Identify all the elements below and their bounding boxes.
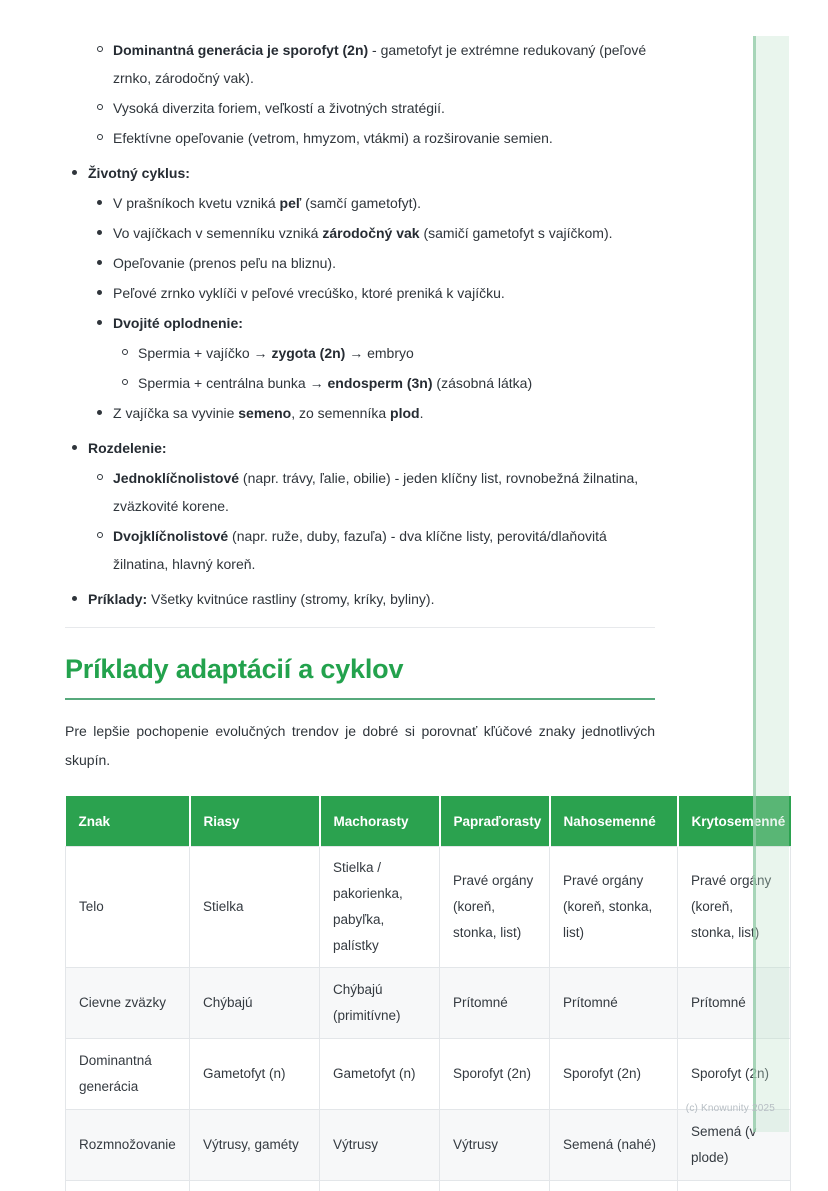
table-cell: Sporofyt (2n) bbox=[440, 1039, 550, 1110]
list-item-text: plod bbox=[390, 405, 420, 421]
section-title: Príklady adaptácií a cyklov bbox=[65, 654, 655, 700]
table-cell bbox=[190, 1181, 320, 1191]
list-item-text: Efektívne opeľovanie (vetrom, hmyzom, vtákmi) a rozširovanie semien. bbox=[113, 130, 553, 146]
table-cell: Prítomné bbox=[678, 968, 791, 1039]
table-cell: Prítomné bbox=[550, 968, 678, 1039]
list-item-text: Dvojité oplodnenie: bbox=[113, 315, 243, 331]
list-item-text: Vysoká diverzita foriem, veľkostí a životných stratégií. bbox=[113, 100, 445, 116]
comparison-table bbox=[65, 796, 791, 1191]
table-row bbox=[66, 968, 791, 1039]
table-cell: Prítomné bbox=[440, 968, 550, 1039]
list-item-text: Dominantná generácia je sporofyt (2n) bbox=[113, 42, 368, 58]
table-row bbox=[66, 1110, 791, 1181]
table-cell: Chýbajú bbox=[190, 968, 320, 1039]
table-header-cell: Machorasty bbox=[320, 796, 440, 847]
list-item-text: Životný cyklus: bbox=[88, 165, 190, 181]
bullet-icon bbox=[97, 290, 102, 295]
list-item-text: (samičí gametofyt s vajíčkom). bbox=[420, 225, 613, 241]
list-item-text: Spermia + vajíčko → bbox=[138, 345, 271, 361]
bullet-icon bbox=[72, 445, 77, 450]
list-item-text: zygota (2n) bbox=[271, 345, 345, 361]
list-item-text: (napr. trávy, ľalie, obilie) - jeden klíčny list, rovnobežná žilnatina, zväzkovité korene. bbox=[113, 470, 638, 514]
table-cell bbox=[678, 1181, 791, 1191]
table-header-cell: Nahosemenné bbox=[550, 796, 678, 847]
list-item-text: (zásobná látka) bbox=[433, 375, 533, 391]
watermark-text: (c) Knowunity 2025 bbox=[686, 1103, 775, 1114]
list-item-text: (samčí gametofyt). bbox=[301, 195, 421, 211]
list-item-text: Z vajíčka sa vyvinie bbox=[113, 405, 238, 421]
list-item-text: - gametofyt je extrémne redukovaný (peľové zrnko, zárodočný vak). bbox=[113, 42, 646, 86]
list-item bbox=[65, 309, 655, 337]
table-cell: Výtrusy bbox=[320, 1110, 440, 1181]
list-item bbox=[65, 94, 655, 122]
table-cell: Výtrusy, gaméty bbox=[190, 1110, 320, 1181]
table-row-clipped bbox=[66, 1181, 791, 1191]
table-cell: Stielka / pakorienka, pabyľka, palístky bbox=[320, 847, 440, 968]
list-item-text: Všetky kvitnúce rastliny (stromy, kríky, byliny). bbox=[147, 591, 434, 607]
bullet-icon bbox=[97, 410, 102, 415]
table-header-cell: Krytosemenné bbox=[678, 796, 791, 847]
list-item-text: Peľové zrnko vyklíči v peľové vrecúško, ktoré preniká k vajíčku. bbox=[113, 285, 505, 301]
outline-list bbox=[65, 36, 655, 613]
table-cell: Sporofyt (2n) bbox=[550, 1039, 678, 1110]
list-item bbox=[65, 219, 655, 247]
bullet-icon bbox=[72, 596, 77, 601]
list-item-text: , zo semenníka bbox=[291, 405, 390, 421]
table-row bbox=[66, 1039, 791, 1110]
table-row bbox=[66, 847, 791, 968]
table-cell: Pravé orgány (koreň, stonka, list) bbox=[440, 847, 550, 968]
bullet-icon bbox=[97, 104, 103, 110]
bullet-icon bbox=[97, 532, 103, 538]
table-cell: Pravé orgány (koreň, stonka, list) bbox=[678, 847, 791, 968]
list-item bbox=[65, 585, 655, 613]
list-item bbox=[65, 249, 655, 277]
table-cell: Výtrusy bbox=[440, 1110, 550, 1181]
list-item-text: V prašníkoch kvetu vzniká bbox=[113, 195, 280, 211]
list-item-text: Dvojklíčnolistové bbox=[113, 528, 228, 544]
list-item-text: . bbox=[420, 405, 424, 421]
table-cell bbox=[320, 1181, 440, 1191]
list-item-text: (napr. ruže, duby, fazuľa) - dva klíčne listy, perovitá/dlaňovitá žilnatina, hlavný koreň. bbox=[113, 528, 607, 572]
list-item bbox=[65, 399, 655, 427]
table-cell: Semená (v plode) bbox=[678, 1110, 791, 1181]
table-cell: Semená (nahé) bbox=[550, 1110, 678, 1181]
table-cell: Rozmnožovanie bbox=[66, 1110, 190, 1181]
list-item-text: zárodočný vak bbox=[322, 225, 419, 241]
list-item bbox=[65, 464, 655, 520]
list-item bbox=[65, 522, 655, 578]
table-cell: Gametofyt (n) bbox=[190, 1039, 320, 1110]
list-item bbox=[65, 189, 655, 217]
list-item-text: Jednoklíčnolistové bbox=[113, 470, 239, 486]
bullet-icon bbox=[72, 170, 77, 175]
list-item-text: peľ bbox=[280, 195, 302, 211]
section-intro: Pre lepšie pochopenie evolučných trendov je dobré si porovnať kľúčové znaky jednotlivých skupín. bbox=[65, 717, 655, 775]
list-item bbox=[65, 124, 655, 152]
list-item-text: semeno bbox=[238, 405, 291, 421]
list-item-text: Spermia + centrálna bunka → bbox=[138, 375, 328, 391]
bullet-icon bbox=[122, 379, 128, 385]
table-cell: Cievne zväzky bbox=[66, 968, 190, 1039]
table-body bbox=[66, 847, 791, 1191]
table-header-cell: Papraďorasty bbox=[440, 796, 550, 847]
bullet-icon bbox=[97, 260, 102, 265]
bullet-icon bbox=[122, 349, 128, 355]
table-header-cell: Riasy bbox=[190, 796, 320, 847]
table-cell: Gametofyt (n) bbox=[320, 1039, 440, 1110]
table-cell: Telo bbox=[66, 847, 190, 968]
list-item bbox=[65, 159, 655, 187]
bullet-icon bbox=[97, 320, 102, 325]
list-item-text: Vo vajíčkach v semenníku vzniká bbox=[113, 225, 322, 241]
list-item-text: → embryo bbox=[345, 345, 413, 361]
table-cell: Sporofyt (2n) bbox=[678, 1039, 791, 1110]
bullet-icon bbox=[97, 134, 103, 140]
table-header-row bbox=[66, 796, 791, 847]
list-item-text: Príklady: bbox=[88, 591, 147, 607]
list-item bbox=[65, 434, 655, 462]
list-item bbox=[65, 369, 655, 397]
list-item bbox=[65, 279, 655, 307]
bullet-icon bbox=[97, 200, 102, 205]
table-header-cell: Znak bbox=[66, 796, 190, 847]
table-head bbox=[66, 796, 791, 847]
bullet-icon bbox=[97, 46, 103, 52]
list-item-text: endosperm (3n) bbox=[328, 375, 433, 391]
table-cell: Pravé orgány (koreň, stonka, list) bbox=[550, 847, 678, 968]
table-cell: Stielka bbox=[190, 847, 320, 968]
list-item-text: Opeľovanie (prenos peľu na bliznu). bbox=[113, 255, 336, 271]
bullet-icon bbox=[97, 230, 102, 235]
table-cell: Dominantná generácia bbox=[66, 1039, 190, 1110]
list-item bbox=[65, 339, 655, 367]
bullet-icon bbox=[97, 474, 103, 480]
table-cell bbox=[66, 1181, 190, 1191]
table-cell bbox=[550, 1181, 678, 1191]
section-divider bbox=[65, 627, 655, 628]
table-cell: Chýbajú (primitívne) bbox=[320, 968, 440, 1039]
list-item-text: Rozdelenie: bbox=[88, 440, 167, 456]
table-cell bbox=[440, 1181, 550, 1191]
list-item bbox=[65, 36, 655, 92]
